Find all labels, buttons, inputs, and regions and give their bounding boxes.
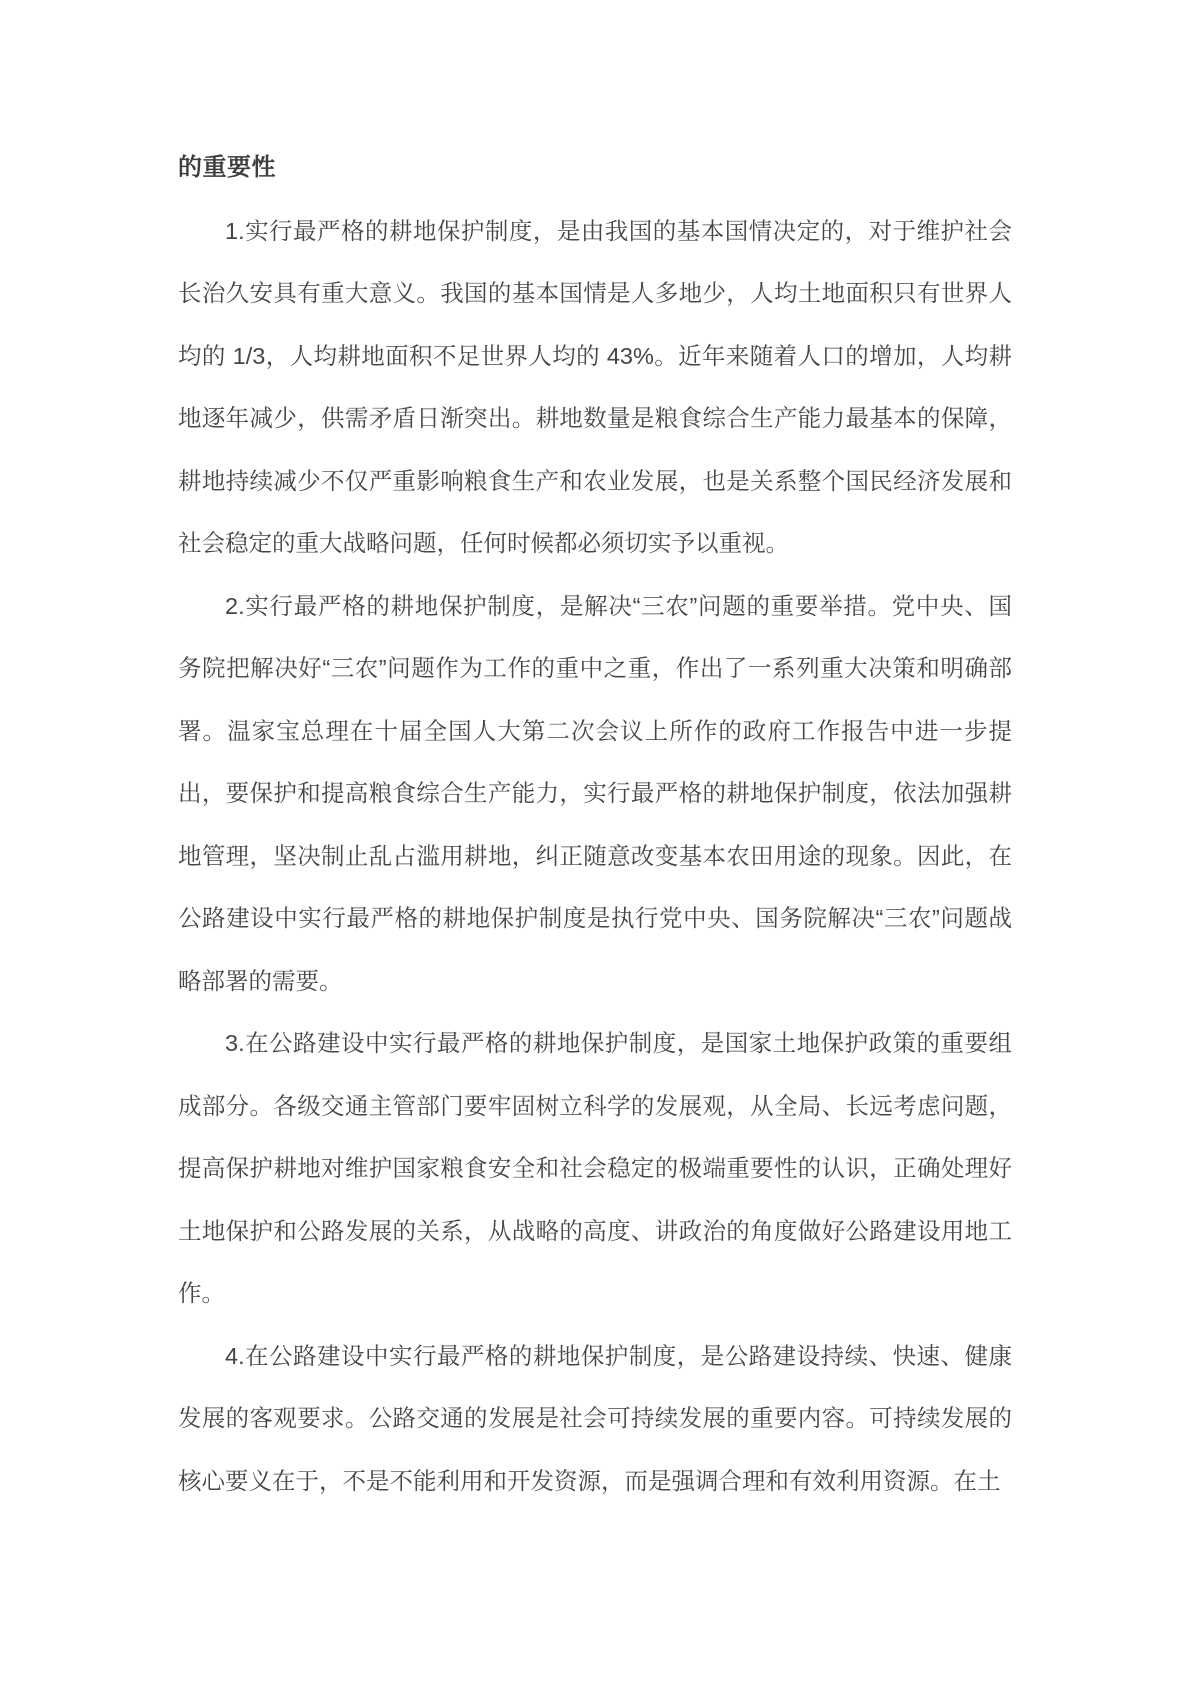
document-page bbox=[178, 137, 1012, 1512]
document-heading: 的重要性 bbox=[178, 154, 276, 181]
paragraph-4: 4.在公路建设中实行最严格的耕地保护制度，是公路建设持续、快速、健康发展的客观要求。公路交通的发展是社会可持续发展的重要内容。可持续发展的核心要义在于，不是不能利用和开发资源，而是强调合理和有效利用资源。在土 bbox=[178, 1342, 1012, 1494]
paragraph-2: 2.实行最严格的耕地保护制度，是解决“三农”问题的重要举措。党中央、国务院把解决好“三农”问题作为工作的重中之重，作出了一系列重大决策和明确部署。温家宝总理在十届全国人大第二次会议上所作的政府工作报告中进一步提出，要保护和提高粮食综合生产能力，实行最严格的耕地保护制度，依法加强耕地管理，坚决制止乱占滥用耕地，纠正随意改变基本农田用途的现象。因此，在公路建设中实行最严格的耕地保护制度是执行党中央、国务院解决“三农”问题战略部署的需要。 bbox=[178, 592, 1012, 994]
paragraph-3: 3.在公路建设中实行最严格的耕地保护制度，是国家土地保护政策的重要组成部分。各级交通主管部门要牢固树立科学的发展观，从全局、长远考虑问题，提高保护耕地对维护国家粮食安全和社会稳定的极端重要性的认识，正确处理好土地保护和公路发展的关系，从战略的高度、讲政治的角度做好公路建设用地工作。 bbox=[178, 1030, 1012, 1306]
paragraph-1: 1.实行最严格的耕地保护制度，是由我国的基本国情决定的，对于维护社会长治久安具有重大意义。我国的基本国情是人多地少，人均土地面积只有世界人均的 1/3，人均耕地面积不足世界人均的 43%。近年来随着人口的增加，人均耕地逐年减少，供需矛盾日渐突出。耕地数量是粮食综合生产能力最基本的保障，耕地持续减少不仅严重影响粮食生产和农业发展，也是关系整个国民经济发展和社会稳定的重大战略问题，任何时候都必须切实予以重视。 bbox=[178, 217, 1012, 556]
